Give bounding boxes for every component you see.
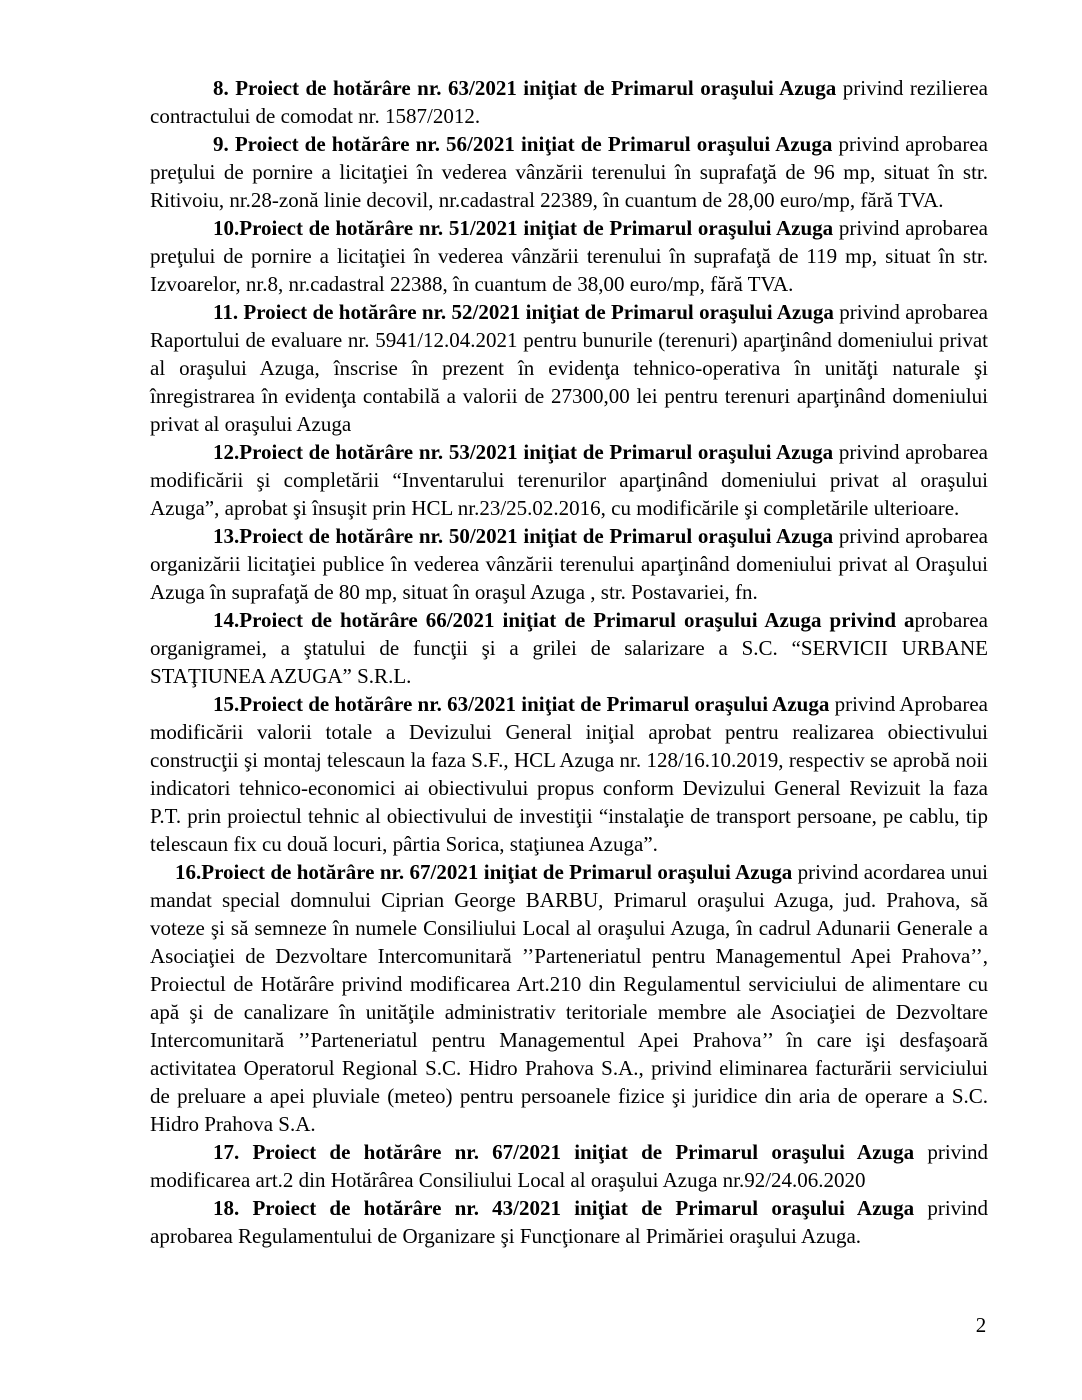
page-number: 2	[975, 1313, 987, 1337]
agenda-item-13-text: privind aprobarea organizării licitaţiei publice în vederea vânzării terenului aparţinând domeniului privat al Oraşului Azuga în suprafaţă de 80 mp, situat în oraşul Azuga , str. Postavariei, fn.	[150, 524, 988, 604]
agenda-item-14	[150, 606, 988, 690]
agenda-item-15-heading: 15.Proiect de hotărâre nr. 63/2021 iniţiat de Primarul oraşului Azuga	[213, 692, 830, 716]
agenda-item-14-heading: 14.Proiect de hotărâre 66/2021 iniţiat de Primarul oraşului Azuga privind a	[213, 608, 915, 632]
agenda-item-18-text: privind aprobarea Regulamentului de Organizare şi Funcţionare al Primăriei oraşului Azuga.	[150, 1196, 988, 1248]
agenda-item-12-heading: 12.Proiect de hotărâre nr. 53/2021 iniţiat de Primarul oraşului Azuga	[213, 440, 834, 464]
agenda-item-15	[150, 690, 988, 858]
agenda-item-16	[150, 858, 988, 1138]
agenda-item-9	[150, 130, 988, 214]
agenda-item-12	[150, 438, 988, 522]
agenda-item-11-text: privind aprobarea Raportului de evaluare nr. 5941/12.04.2021 pentru bunurile (terenuri) aparţinând domeniului privat al oraşului Azuga, înscrise în prezent în evidenţa tehnico-operativa în unităţi naturale şi înregistrarea în evidenţa contabilă a valorii de 27300,00 lei pentru terenuri aparţinând domeniului privat al oraşului Azuga	[150, 300, 989, 436]
agenda-item-8	[150, 74, 988, 130]
agenda-item-17	[150, 1138, 988, 1194]
agenda-item-10-heading: 10.Proiect de hotărâre nr. 51/2021 iniţiat de Primarul oraşului Azuga	[213, 216, 834, 240]
agenda-item-17-text: privind modificarea art.2 din Hotărârea Consiliului Local al oraşului Azuga nr.92/24.06.2020	[150, 1140, 988, 1192]
agenda-item-18	[150, 1194, 988, 1250]
document-body	[150, 74, 988, 1250]
agenda-item-9-heading: 9. Proiect de hotărâre nr. 56/2021 iniţiat de Primarul oraşului Azuga	[213, 132, 833, 156]
agenda-item-9-text: privind aprobarea preţului de pornire a licitaţiei în vederea vânzării terenului în suprafaţă de 96 mp, situat în str. Ritivoiu, nr.28-zonă linie decovil, nr.cadastral 22389, în cuantum de 28,00 euro/mp, fără TVA.	[150, 132, 988, 212]
agenda-item-17-heading: 17. Proiect de hotărâre nr. 67/2021 iniţiat de Primarul oraşului Azuga	[213, 1140, 915, 1164]
agenda-item-11	[150, 298, 988, 438]
agenda-item-10-text: privind aprobarea preţului de pornire a licitaţiei în vederea vânzării terenului în suprafaţă de 119 mp, situat în str. Izvoarelor, nr.8, nr.cadastral 22388, în cuantum de 38,00 euro/mp, fără TVA.	[150, 216, 988, 296]
agenda-item-8-text: privind rezilierea contractului de comodat nr. 1587/2012.	[150, 76, 988, 128]
agenda-item-13	[150, 522, 988, 606]
agenda-item-18-heading: 18. Proiect de hotărâre nr. 43/2021 iniţiat de Primarul oraşului Azuga	[213, 1196, 915, 1220]
agenda-item-12-text: privind aprobarea modificării şi completării “Inventarului terenurilor aparţinând domeniului privat al oraşului Azuga”, aprobat şi însuşit prin HCL nr.23/25.02.2016, cu modificările şi completările ulterioare.	[150, 440, 988, 520]
agenda-item-16-text: privind acordarea unui mandat special domnului Ciprian George BARBU, Primarul oraşului Azuga, jud. Prahova, să voteze şi să semneze în numele Consiliului Local al oraşului Azuga, în cadrul Adunarii Generale a Asociaţiei de Dezvoltare Intercomunitară ’’Parteneriatul pentru Managementul Apei Prahova’’, Proiectul de Hotărâre privind modificarea Art.210 din Regulamentul serviciului de alimentare cu apă şi de canalizare în unităţile administrativ teritoriale membre ale Asociaţiei de Dezvoltare Intercomunitară ’’Parteneriatul pentru Managementul Apei Prahova’’ în care işi desfaşoară activitatea Operatorul Regional S.C. Hidro Prahova S.A., privind eliminarea facturării serviciului de preluare a apei pluviale (meteo) pentru persoanele fizice şi juridice din aria de operare a S.C. Hidro Prahova S.A.	[150, 860, 988, 1136]
agenda-item-8-heading: 8. Proiect de hotărâre nr. 63/2021 iniţiat de Primarul oraşului Azuga	[213, 76, 837, 100]
agenda-item-10	[150, 214, 988, 298]
agenda-item-11-heading: 11. Proiect de hotărâre nr. 52/2021 iniţiat de Primarul oraşului Azuga	[213, 300, 834, 324]
agenda-item-13-heading: 13.Proiect de hotărâre nr. 50/2021 iniţiat de Primarul oraşului Azuga	[213, 524, 834, 548]
agenda-item-14-text: probarea organigramei, a ştatului de funcţii şi a grilei de salarizare a S.C. “SERVICII URBANE STAŢIUNEA AZUGA” S.R.L.	[150, 608, 988, 688]
agenda-item-16-heading: 16.Proiect de hotărâre nr. 67/2021 iniţiat de Primarul oraşului Azuga	[175, 860, 793, 884]
agenda-item-15-text: privind Aprobarea modificării valorii totale a Devizului General iniţial aprobat pentru realizarea obiectivului construcţii şi montaj telescaun la faza S.F., HCL Azuga nr. 128/16.10.2019, respectiv se aprobă noii indicatori tehnico-economici ai obiectivului propus conform Devizului General Revizuit la faza P.T. prin proiectul tehnic al obiectivului de investiţii “instalaţie de transport persoane, pe cablu, tip telescaun fix cu două locuri, pârtia Sorica, staţiunea Azuga”.	[150, 692, 988, 856]
